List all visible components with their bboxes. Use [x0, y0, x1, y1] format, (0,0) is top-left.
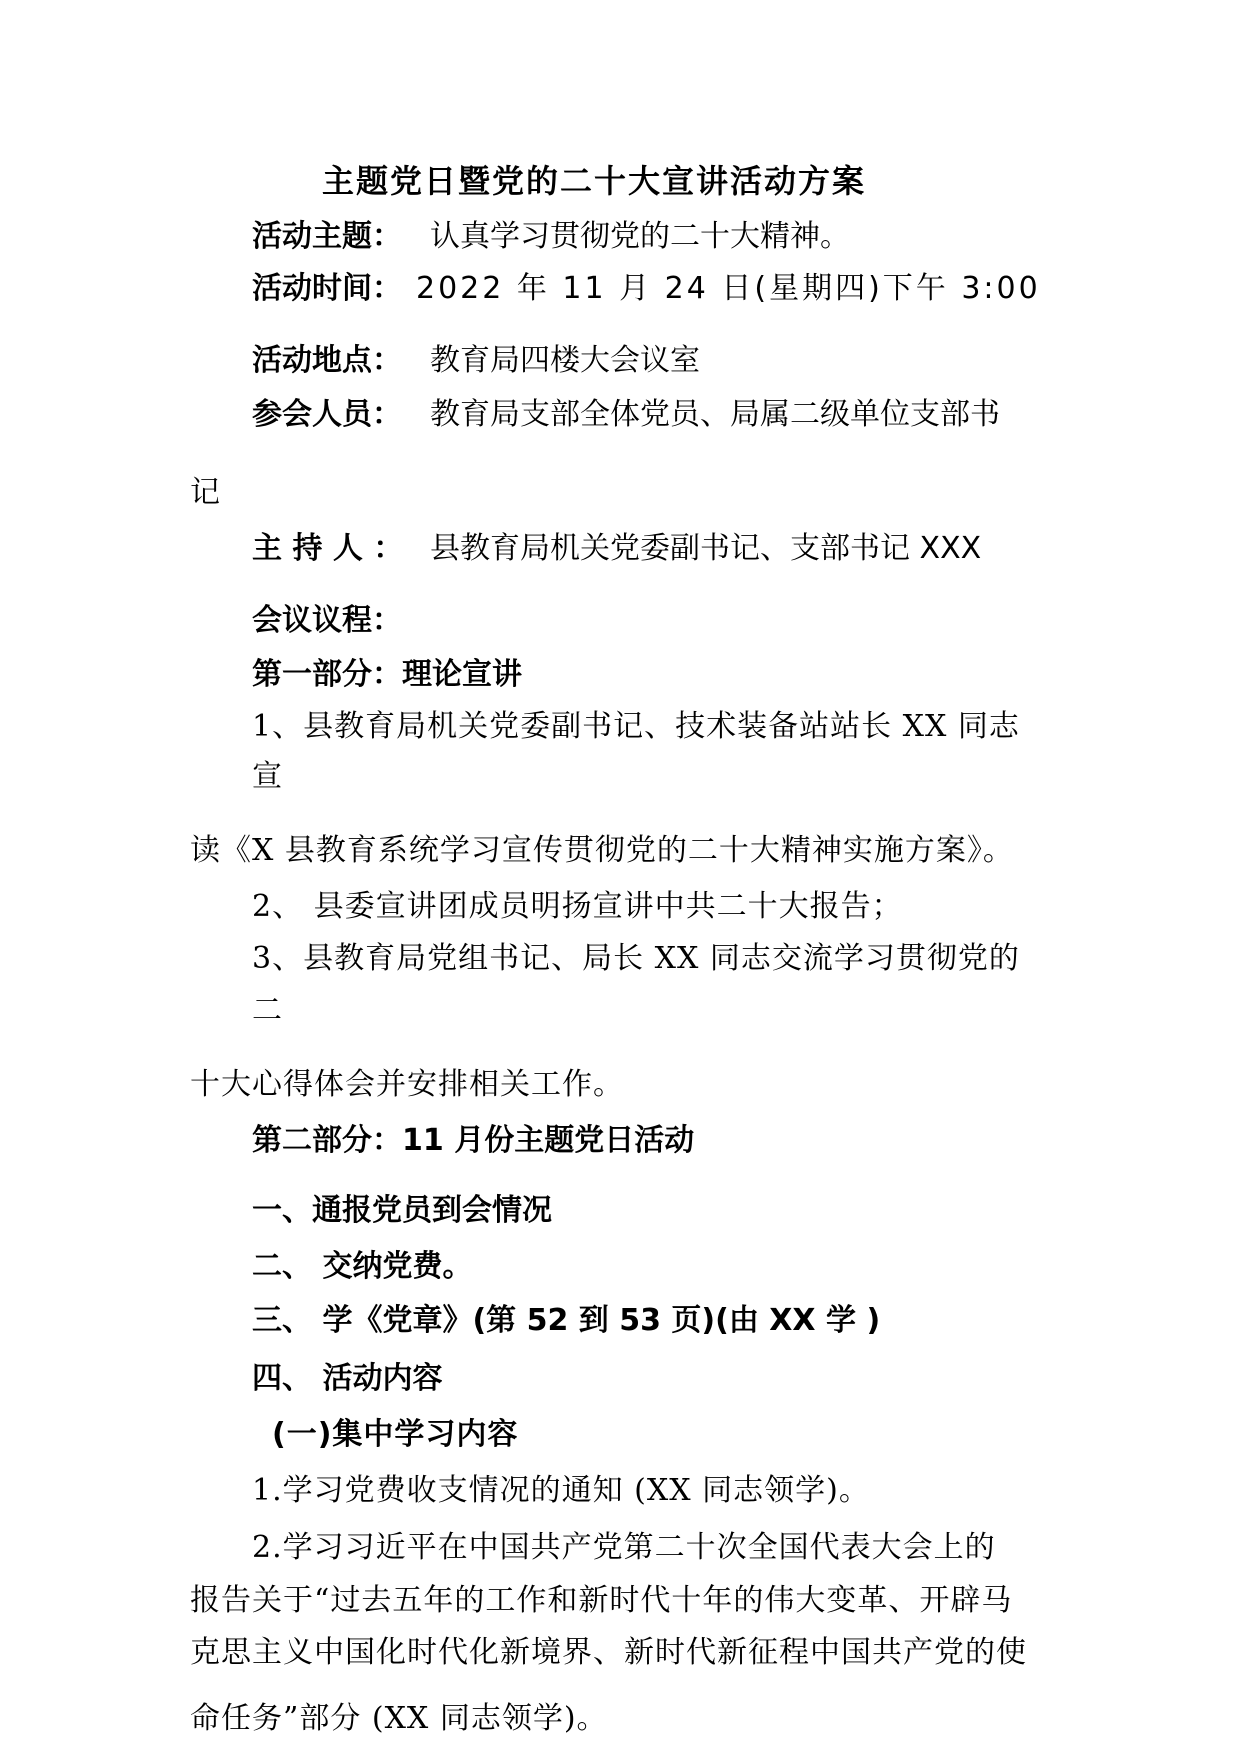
part1-item2: 2、 县委宣讲团成员明扬宣讲中共二十大报告；: [252, 889, 903, 924]
field-host: [252, 531, 982, 566]
study-item2-cont3: 命任务”部分 (XX 同志领学)。: [190, 1701, 608, 1736]
study-item2: 2.学习习近平在中国共产党第二十次全国代表大会上的: [252, 1530, 996, 1565]
field-attendees-label: 参会人员：: [252, 397, 402, 432]
part1-item3-cont: 二: [252, 993, 282, 1028]
field-attendees: [252, 397, 1000, 432]
part1-item1-cont2: 读《X 县教育系统学习宣传贯彻党的二十大精神实施方案》。: [190, 833, 1014, 868]
part2-heading: 第二部分：11 月份主题党日活动: [252, 1123, 695, 1158]
part2-step2: 二、 交纳党费。: [252, 1249, 473, 1284]
field-host-label: 主 持 人 ：: [252, 531, 404, 566]
field-place: [252, 343, 700, 378]
part2-step4: 四、 活动内容: [252, 1361, 443, 1396]
field-attendees-value: 教育局支部全体党员、局属二级单位支部书: [430, 397, 1000, 432]
field-theme-label: 活动主题：: [252, 219, 402, 254]
part1-item3: 3、县教育局党组书记、局长 XX 同志交流学习贯彻党的: [252, 941, 1020, 976]
part1-heading: 第一部分：理论宣讲: [252, 657, 522, 692]
part2-step1: 一、通报党员到会情况: [252, 1193, 552, 1228]
field-theme: [252, 219, 850, 254]
study-item2-cont1: 报告关于“过去五年的工作和新时代十年的伟大变革、开辟马: [190, 1583, 1013, 1618]
field-place-label: 活动地点：: [252, 343, 402, 378]
study-item1: 1.学习党费收支情况的通知 (XX 同志领学)。: [252, 1473, 870, 1508]
field-attendees-value-cont: 记: [190, 475, 220, 510]
part1-item3-cont2: 十大心得体会并安排相关工作。: [190, 1067, 624, 1102]
field-host-value: 县教育局机关党委副书记、支部书记 XXX: [430, 531, 982, 566]
field-place-value: 教育局四楼大会议室: [430, 343, 700, 378]
field-time-label: 活动时间：: [252, 271, 402, 306]
part1-item1: 1、县教育局机关党委副书记、技术装备站站长 XX 同志: [252, 709, 1020, 744]
part1-item1-cont: 宣: [252, 759, 282, 794]
document-title: 主题党日暨党的二十大宣讲活动方案: [322, 162, 867, 200]
agenda-heading: 会议议程：: [252, 603, 402, 638]
field-time: [252, 271, 1041, 306]
study-item2-cont2: 克思主义中国化时代化新境界、新时代新征程中国共产党的使: [190, 1635, 1027, 1670]
part2-step3: 三、 学《党章》(第 52 到 53 页)(由 XX 学 ): [252, 1303, 881, 1338]
part2-sub-heading: (一)集中学习内容: [272, 1417, 519, 1452]
field-theme-value: 认真学习贯彻党的二十大精神。: [430, 219, 850, 254]
field-time-value: 2022 年 11 月 24 日(星期四)下午 3:00: [416, 271, 1041, 306]
